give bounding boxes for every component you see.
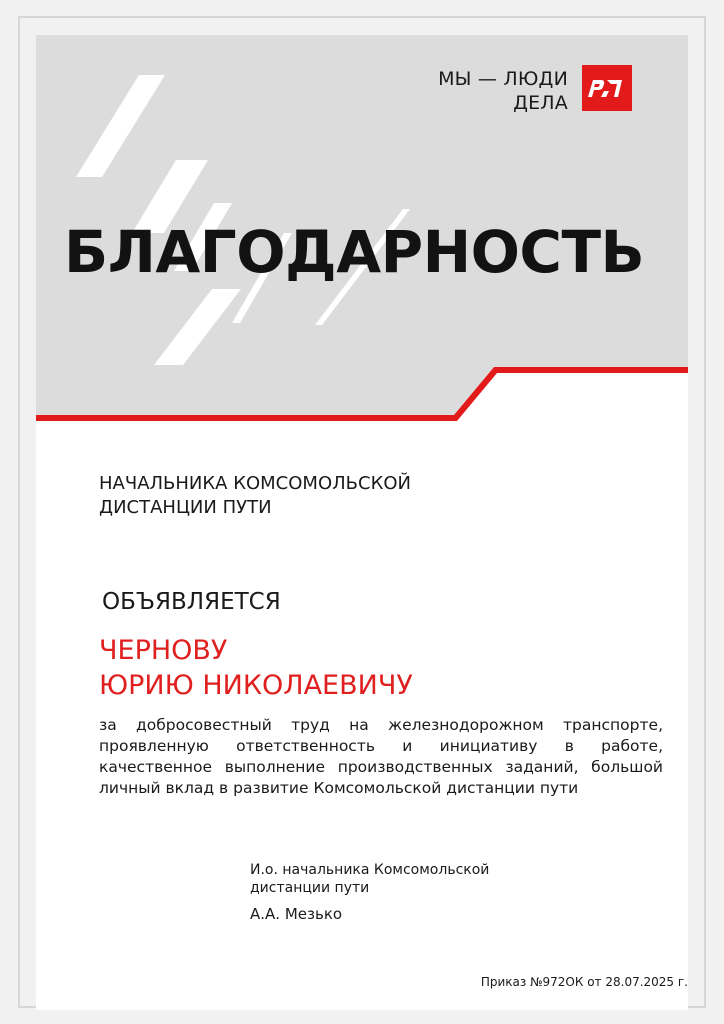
issuer-line-1: НАЧАЛЬНИКА КОМСОМОЛЬСКОЙ	[99, 473, 411, 494]
issuer-line-2: ДИСТАНЦИИ ПУТИ	[99, 497, 272, 518]
header-banner	[36, 35, 688, 425]
certificate-sheet	[36, 35, 688, 1010]
order-reference: Приказ №972ОК от 28.07.2025 г.	[480, 975, 688, 989]
signer-title	[250, 861, 489, 897]
signer-title-line-1: И.о. начальника Комсомольской	[250, 862, 490, 878]
reason-text: за добросовестный труд на железнодорожном транспорте, проявленную ответственность и инициативу в работе, качественное выполнение производственных заданий, большой личный вклад в развитие Комсомольской дистанции пути	[99, 716, 663, 797]
slogan-line-1: МЫ — ЛЮДИ	[438, 68, 568, 90]
signer-title-line-2: дистанции пути	[250, 880, 370, 896]
rzd-logo-icon	[582, 65, 632, 111]
rzd-logo-glyph	[587, 77, 627, 99]
certificate-title: БЛАГОДАРНОСТЬ	[64, 218, 645, 286]
announce-text: ОБЪЯВЛЯЕТСЯ	[102, 589, 281, 615]
recipient-line-1: ЧЕРНОВУ	[99, 635, 228, 666]
recipient-line-2: ЮРИЮ НИКОЛАЕВИЧУ	[99, 670, 413, 701]
issuer-block	[99, 472, 411, 520]
signer-name: А.А. Мезько	[250, 905, 343, 923]
slogan	[438, 67, 568, 115]
slogan-line-2: ДЕЛА	[513, 92, 568, 114]
recipient-name	[99, 633, 413, 703]
